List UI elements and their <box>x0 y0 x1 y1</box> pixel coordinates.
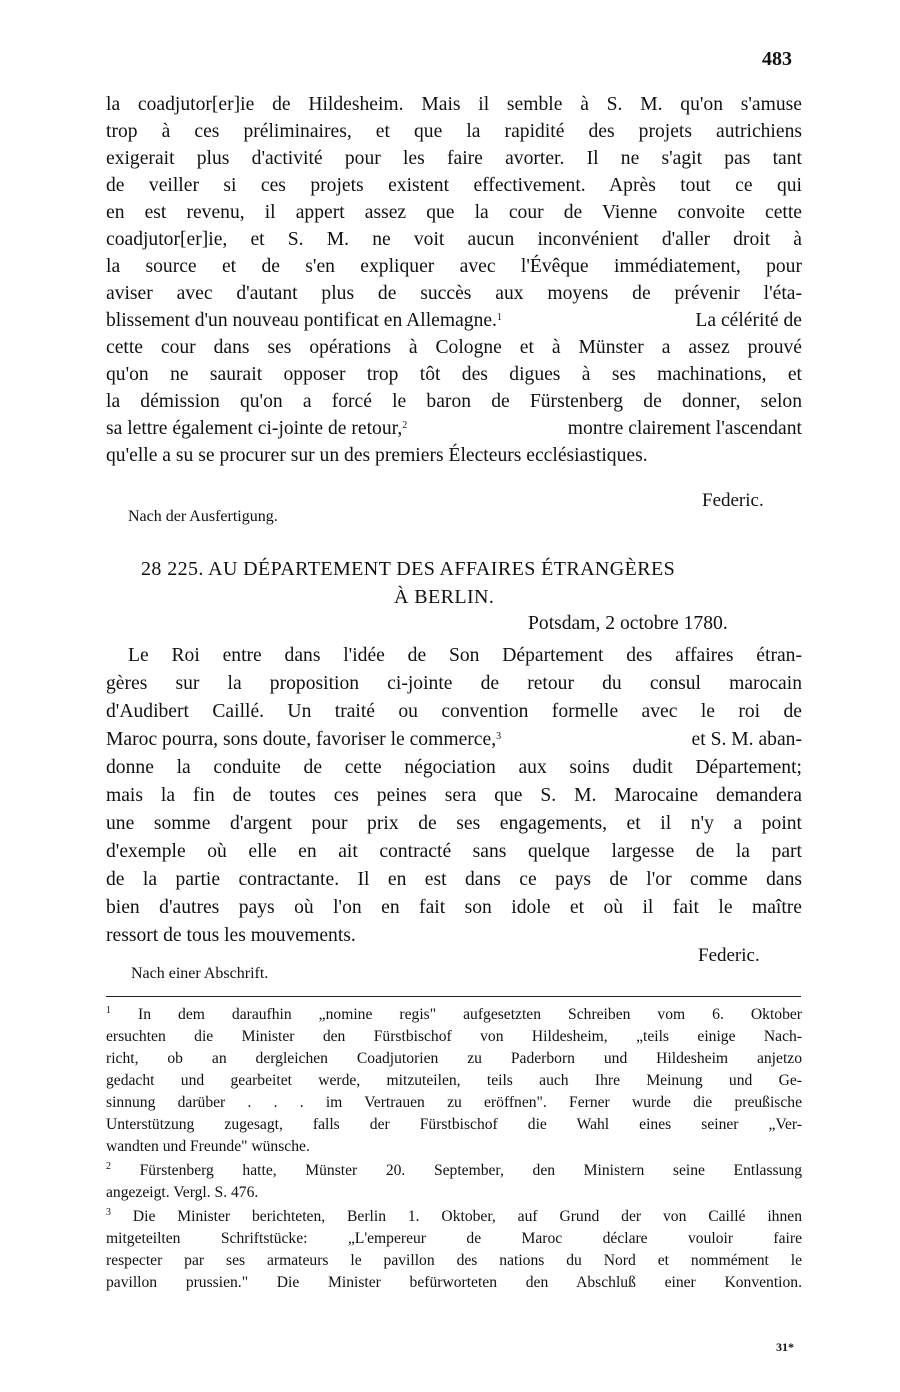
dateline: Potsdam, 2 octobre 1780. <box>528 613 728 634</box>
text-line: Le Roi entre dans l'idée de Son Département des affaires étran- <box>128 645 802 666</box>
footnote-divider <box>106 996 801 997</box>
footnote-mark: 2 <box>106 1161 111 1172</box>
footnote-line: richt, ob an dergleichen Coadjutorien zu Paderborn und Hildesheim anjetzo <box>106 1050 802 1067</box>
signature: Federic. <box>698 945 760 966</box>
text-line: une somme d'argent pour prix de ses engagements, et il n'y a point <box>106 813 802 834</box>
footnote-line: wandten und Freunde" wünsche. <box>106 1138 310 1155</box>
text-line <box>106 418 802 440</box>
text-line: la coadjutor[er]ie de Hildesheim. Mais il semble à S. M. qu'on s'amuse <box>106 94 802 115</box>
footnote-line: sinnung darüber . . . im Vertrauen zu eröffnen". Ferner wurde die preußische <box>106 1094 802 1111</box>
footnote-line: $^1$ In dem daraufhin „nomine regis" aufgesetzten Schreiben vom 6. Oktober <box>106 1005 802 1023</box>
footnote-ref: 1 <box>496 312 502 323</box>
footnote-ref: 2 <box>402 420 408 431</box>
text-segment: sa lettre également ci-jointe de retour,$^2$ <box>106 418 408 439</box>
text-line: de veiller si ces projets existent effectivement. Après tout ce qui <box>106 175 802 196</box>
footnote-line: mitgeteilten Schriftstücke: „L'empereur de Maroc déclare vouloir faire <box>106 1230 802 1247</box>
text-line: qu'elle a su se procurer sur un des premiers Électeurs ecclésiastiques. <box>106 445 648 466</box>
text-segment: et S. M. aban- <box>691 729 802 750</box>
footnote-line: gedacht und gearbeitet werde, mitzuteilen, teils auch Ihre Meinung und Ge- <box>106 1072 802 1089</box>
footnote-line: ersuchten die Minister den Fürstbischof von Hildesheim, „teils einige Nach- <box>106 1028 802 1045</box>
text-line: mais la fin de toutes ces peines sera que S. M. Marocaine demandera <box>106 785 802 806</box>
text-line: cette cour dans ses opérations à Cologne et à Münster a assez prouvé <box>106 337 802 358</box>
footnote-mark: 3 <box>106 1207 111 1218</box>
text-line: trop à ces préliminaires, et que la rapidité des projets autrichiens <box>106 121 802 142</box>
footnote-ref: 3 <box>496 731 502 742</box>
text-line: la source et de s'en expliquer avec l'Évêque immédiatement, pour <box>106 256 802 277</box>
text-line <box>106 729 802 751</box>
text-line: de la partie contractante. Il en est dans ce pays de l'or comme dans <box>106 869 802 890</box>
footnote-line: pavillon prussien." Die Minister befürworteten den Abschluß einer Konvention. <box>106 1274 802 1291</box>
text-segment: La célérité de <box>695 310 802 331</box>
footnote-line: $^2$ Fürstenberg hatte, Münster 20. September, den Ministern seine Entlassung <box>106 1161 802 1179</box>
text-line: qu'on ne saurait opposer trop tôt des digues à ses machinations, et <box>106 364 802 385</box>
document-heading-line2: À BERLIN. <box>394 586 495 608</box>
text-line <box>106 310 802 332</box>
text-segment: blissement d'un nouveau pontificat en Allemagne.$^1$ <box>106 310 502 331</box>
text-segment: Maroc pourra, sons doute, favoriser le commerce,$^3$ <box>106 729 502 750</box>
footnote-mark: 1 <box>106 1005 111 1016</box>
footnote-line: $^3$ Die Minister berichteten, Berlin 1. Oktober, auf Grund der von Caillé ihnen <box>106 1207 802 1225</box>
text-segment: montre clairement l'ascendant <box>567 418 802 439</box>
signature: Federic. <box>702 490 764 511</box>
footnote-line: angezeigt. Vergl. S. 476. <box>106 1184 259 1201</box>
text-line: ressort de tous les mouvements. <box>106 925 356 946</box>
text-line: en est revenu, il appert assez que la cour de Vienne convoite cette <box>106 202 802 223</box>
footnote-line: Unterstützung zugesagt, falls der Fürstbischof die Wahl eines seiner „Ver- <box>106 1116 802 1133</box>
page-number: 483 <box>762 48 792 70</box>
text-line: aviser avec d'autant plus de succès aux moyens de prévenir l'éta- <box>106 283 802 304</box>
text-line: exigerait plus d'activité pour les faire avorter. Il ne s'agit pas tant <box>106 148 802 169</box>
source-note: Nach einer Abschrift. <box>131 965 269 982</box>
text-line: d'exemple où elle en ait contracté sans quelque largesse de la part <box>106 841 802 862</box>
text-line: coadjutor[er]ie, et S. M. ne voit aucun inconvénient d'aller droit à <box>106 229 802 250</box>
sheet-signature-mark: 31* <box>776 1340 794 1354</box>
text-line: donne la conduite de cette négociation aux soins dudit Département; <box>106 757 802 778</box>
text-line: gères sur la proposition ci-jointe de retour du consul marocain <box>106 673 802 694</box>
text-line: d'Audibert Caillé. Un traité ou convention formelle avec le roi de <box>106 701 802 722</box>
text-line: bien d'autres pays où l'on en fait son idole et où il fait le maître <box>106 897 802 918</box>
text-line: la démission qu'on a forcé le baron de Fürstenberg de donner, selon <box>106 391 802 412</box>
source-note: Nach der Ausfertigung. <box>128 508 278 525</box>
footnote-line: respecter par ses armateurs le pavillon des nations du Nord et nommément le <box>106 1252 802 1269</box>
document-heading: 28 225. AU DÉPARTEMENT DES AFFAIRES ÉTRANGÈRES <box>141 558 676 580</box>
